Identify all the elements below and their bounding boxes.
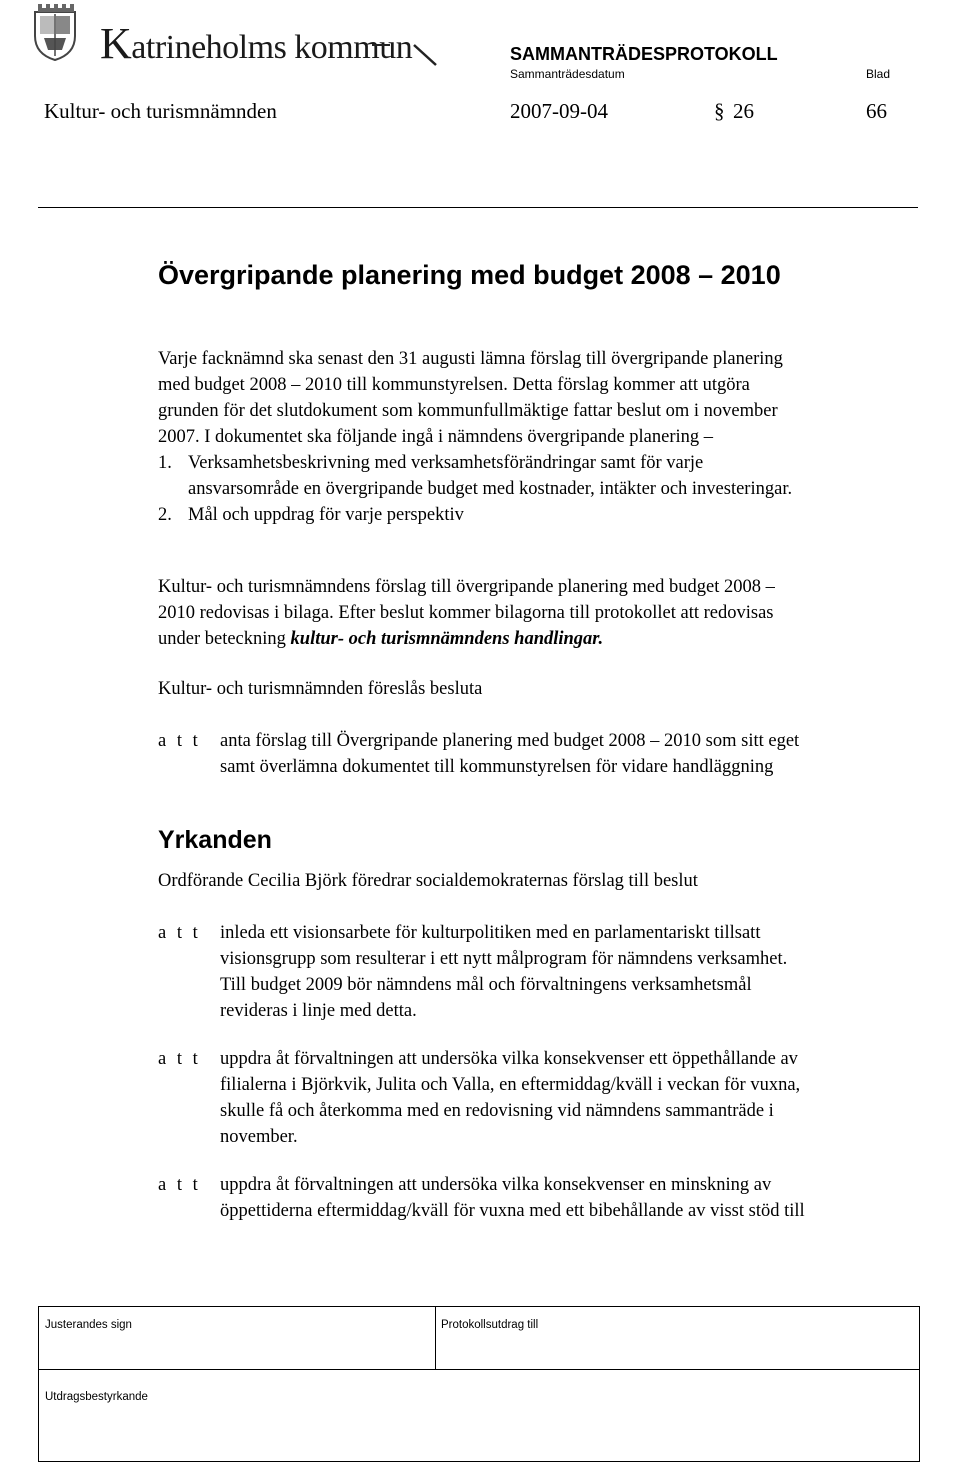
logo-name: atrineholms kommun xyxy=(131,29,413,66)
list-item xyxy=(158,502,464,528)
page-number: 66 xyxy=(866,99,887,123)
text-line: 2007. I dokumentet ska följande ingå i nämndens övergripande planering – xyxy=(158,427,714,447)
list-text: Verksamhetsbeskrivning med verksamhetsförändringar samt för varje xyxy=(188,453,704,473)
municipality-crest-icon xyxy=(32,2,78,62)
text-line: anta förslag till Övergripande planering med budget 2008 – 2010 som sitt eget xyxy=(220,731,800,751)
claim-text xyxy=(220,1172,920,1224)
municipality-logo xyxy=(100,18,412,69)
claim-text xyxy=(220,920,920,1024)
list-item-continuation: ansvarsområde en övergripande budget med kostnader, intäkter och investeringar. xyxy=(188,479,793,499)
text-line: inleda ett visionsarbete för kulturpolitiken med en parlamentariskt tillsatt xyxy=(220,923,761,943)
text-line: uppdra åt förvaltningen att undersöka vilka konsekvenser en minskning av xyxy=(220,1175,772,1195)
att-label: a t t xyxy=(158,731,201,751)
text-line: visionsgrupp som resulterar i ett nytt målprogram för nämndens verksamhet. xyxy=(220,949,788,969)
list-text: Mål och uppdrag för varje perspektiv xyxy=(188,505,464,525)
emphasized-text: kultur- och turismnämndens handlingar. xyxy=(290,629,604,649)
signature-label: Justerandes sign xyxy=(45,1319,132,1331)
text-line: Till budget 2009 bör nämndens mål och förvaltningens verksamhetsmål xyxy=(220,975,752,995)
section-title: Yrkanden xyxy=(158,826,272,854)
logo-swoosh xyxy=(372,43,438,67)
text-line: Varje facknämnd ska senast den 31 augusti lämna förslag till övergripande planering xyxy=(158,349,783,369)
att-label: a t t xyxy=(158,1049,201,1069)
extract-label: Protokollsutdrag till xyxy=(441,1319,539,1331)
text-line: revideras i linje med detta. xyxy=(220,1001,417,1021)
meeting-date-label: Sammanträdesdatum xyxy=(510,67,625,81)
intro-paragraph xyxy=(158,346,918,450)
text-line: samt överlämna dokumentet till kommunstyrelsen för vidare handläggning xyxy=(220,757,774,777)
signature-table xyxy=(38,1306,920,1462)
table-divider xyxy=(435,1307,436,1369)
list-number: 2. xyxy=(158,505,172,525)
text-line: grunden för det slutdokument som kommunfullmäktige fattar beslut om i november xyxy=(158,401,778,421)
page-label: Blad xyxy=(866,67,891,81)
logo-initial: K xyxy=(100,19,132,68)
certification-label: Utdragsbestyrkande xyxy=(45,1391,148,1403)
text-line: 2010 redovisas i bilaga. Efter beslut kommer bilagorna till protokollet att redovisas xyxy=(158,603,774,623)
text-prefix: under beteckning xyxy=(158,629,291,649)
text-line: skulle få och återkomma med en redovisning vid nämndens sammanträde i xyxy=(220,1101,774,1121)
claim-text xyxy=(220,1046,920,1150)
page-title: Övergripande planering med budget 2008 – 2010 xyxy=(158,260,781,290)
document-type: SAMMANTRÄDESPROTOKOLL xyxy=(510,44,778,64)
text-line: öppettiderna eftermiddag/kväll för vuxna med ett bibehållande av visst stöd till xyxy=(220,1201,805,1221)
att-label: a t t xyxy=(158,1175,201,1195)
text-line: november. xyxy=(220,1127,298,1147)
table-divider xyxy=(39,1369,919,1370)
chair-proposal-intro: Ordförande Cecilia Björk föredrar socialdemokraternas förslag till beslut xyxy=(158,871,698,891)
decision-text xyxy=(220,728,920,780)
list-item xyxy=(158,450,703,476)
list-number: 1. xyxy=(158,453,172,473)
text-line: filialerna i Björkvik, Julita och Valla, en eftermiddag/kväll i veckan för vuxna, xyxy=(220,1075,801,1095)
proposal-paragraph xyxy=(158,574,918,652)
text-line xyxy=(158,626,918,652)
committee-name: Kultur- och turismnämnden xyxy=(44,99,277,123)
text-line: uppdra åt förvaltningen att undersöka vilka konsekvenser ett öppethållande av xyxy=(220,1049,798,1069)
paragraph-sign: § xyxy=(714,99,725,123)
decision-intro: Kultur- och turismnämnden föreslås besluta xyxy=(158,679,483,699)
text-line: Kultur- och turismnämndens förslag till övergripande planering med budget 2008 – xyxy=(158,577,775,597)
paragraph-number: 26 xyxy=(733,99,754,123)
att-label: a t t xyxy=(158,923,201,943)
header-rule xyxy=(38,207,918,208)
text-line: med budget 2008 – 2010 till kommunstyrelsen. Detta förslag kommer att utgöra xyxy=(158,375,750,395)
meeting-date: 2007-09-04 xyxy=(510,99,608,123)
